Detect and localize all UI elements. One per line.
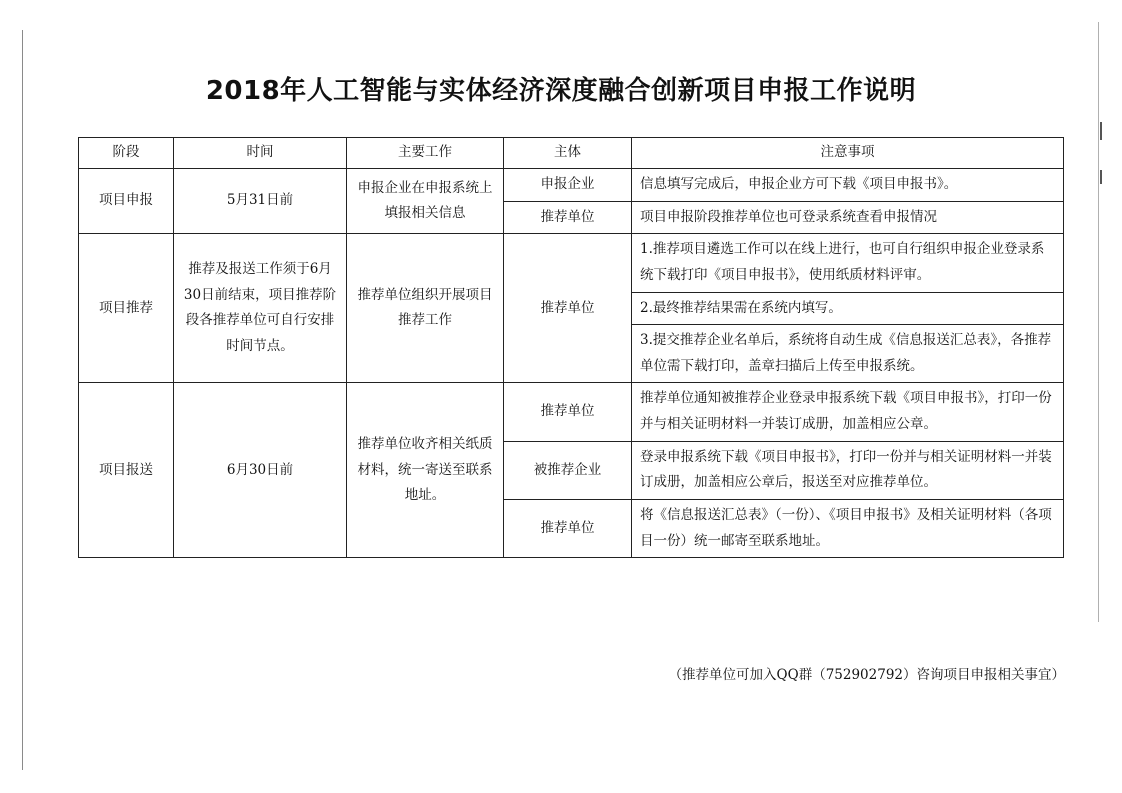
scan-edge-right [1098, 22, 1099, 622]
subject-cell: 申报企业 [504, 169, 632, 202]
table-row [79, 169, 1064, 202]
header-main-work: 主要工作 [347, 138, 504, 169]
stage-cell: 项目申报 [79, 169, 174, 234]
note-cell: 2.最终推荐结果需在系统内填写。 [632, 292, 1064, 325]
work-cell: 推荐单位组织开展项目推荐工作 [347, 234, 504, 383]
note-cell: 信息填写完成后，申报企业方可下载《项目申报书》。 [632, 169, 1064, 202]
header-stage: 阶段 [79, 138, 174, 169]
time-cell: 5月31日前 [174, 169, 347, 234]
subject-cell: 推荐单位 [504, 383, 632, 441]
stage-cell: 项目推荐 [79, 234, 174, 383]
stage-cell: 项目报送 [79, 383, 174, 558]
work-cell: 申报企业在申报系统上填报相关信息 [347, 169, 504, 234]
scan-mark [1100, 122, 1102, 140]
table-row [79, 234, 1064, 292]
note-cell: 1.推荐项目遴选工作可以在线上进行，也可自行组织申报企业登录系统下载打印《项目申报书》，使用纸质材料评审。 [632, 234, 1064, 292]
subject-cell: 推荐单位 [504, 201, 632, 234]
time-cell: 推荐及报送工作须于6月30日前结束，项目推荐阶段各推荐单位可自行安排时间节点。 [174, 234, 347, 383]
time-cell: 6月30日前 [174, 383, 347, 558]
subject-cell: 推荐单位 [504, 500, 632, 558]
subject-cell: 推荐单位 [504, 234, 632, 383]
footnote: （推荐单位可加入QQ群（752902792）咨询项目申报相关事宜） [668, 667, 1065, 683]
scan-mark [1100, 170, 1102, 184]
work-cell: 推荐单位收齐相关纸质材料，统一寄送至联系地址。 [347, 383, 504, 558]
header-subject: 主体 [504, 138, 632, 169]
schedule-table [78, 137, 1064, 558]
header-notes: 注意事项 [632, 138, 1064, 169]
subject-cell: 被推荐企业 [504, 441, 632, 499]
scan-edge-left [22, 30, 23, 770]
table-header-row [79, 138, 1064, 169]
note-cell: 将《信息报送汇总表》（一份）、《项目申报书》及相关证明材料（各项目一份）统一邮寄至联系地址。 [632, 500, 1064, 558]
document-title: 2018年人工智能与实体经济深度融合创新项目申报工作说明 [205, 76, 917, 106]
note-cell: 3.提交推荐企业名单后，系统将自动生成《信息报送汇总表》，各推荐单位需下载打印，盖章扫描后上传至申报系统。 [632, 325, 1064, 383]
header-time: 时间 [174, 138, 347, 169]
note-cell: 项目申报阶段推荐单位也可登录系统查看申报情况 [632, 201, 1064, 234]
note-cell: 推荐单位通知被推荐企业登录申报系统下载《项目申报书》，打印一份并与相关证明材料一并装订成册，加盖相应公章。 [632, 383, 1064, 441]
note-cell: 登录申报系统下载《项目申报书》，打印一份并与相关证明材料一并装订成册，加盖相应公章后，报送至对应推荐单位。 [632, 441, 1064, 499]
table-row [79, 383, 1064, 441]
